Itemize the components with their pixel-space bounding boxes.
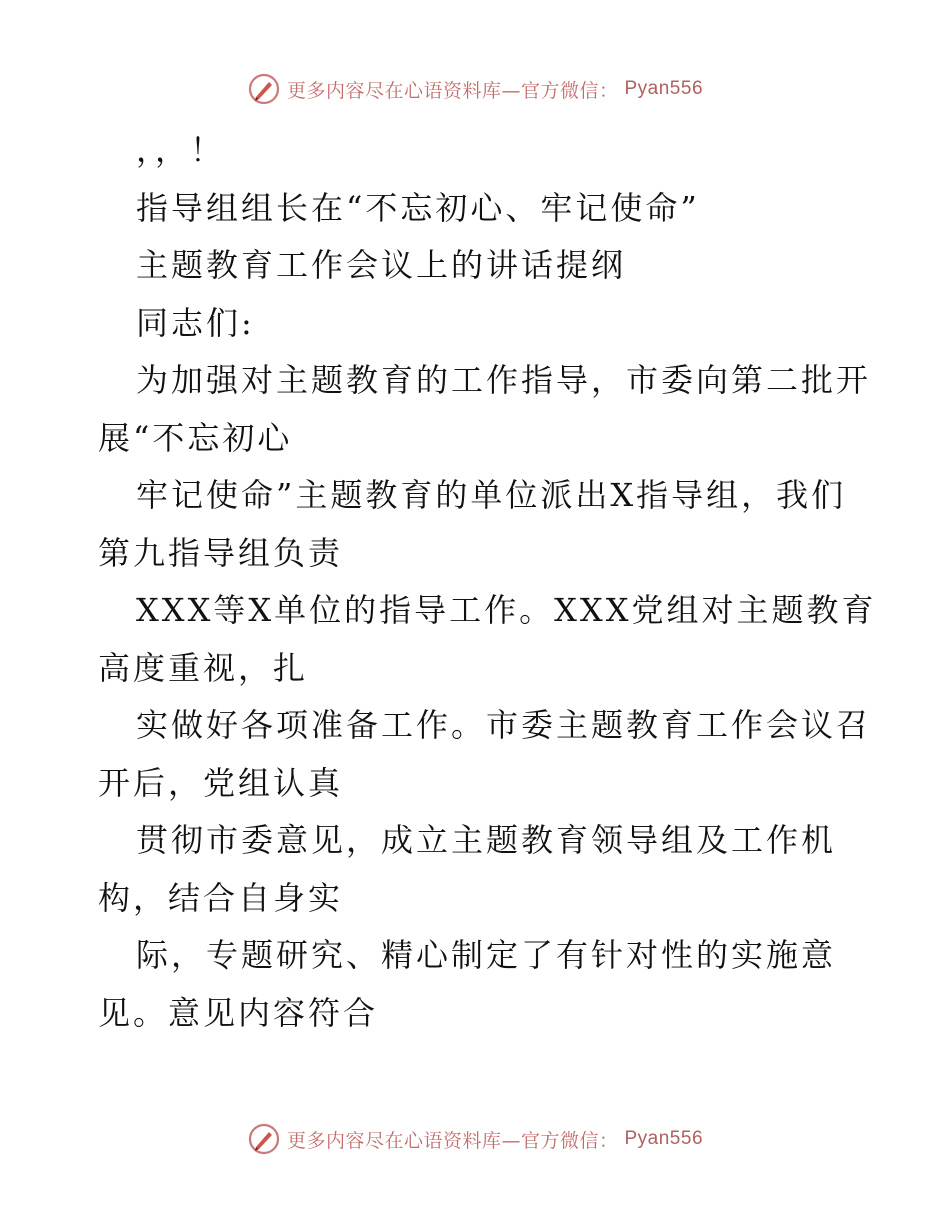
text-line: ，，！ xyxy=(136,131,226,169)
document-body xyxy=(98,122,877,1042)
text-line: 高度重视，扎 xyxy=(98,648,309,687)
header-watermark xyxy=(0,72,950,106)
text-line: 开后，党组认真 xyxy=(98,763,344,802)
watermark-wechat-id: Pyan556 xyxy=(624,78,704,99)
pen-logo-icon xyxy=(247,72,281,106)
text-line: 牢记使命”主题教育的单位派出X指导组，我们 xyxy=(136,476,847,514)
pen-logo-icon xyxy=(247,1122,281,1156)
text-line: 第九指导组负责 xyxy=(98,533,344,572)
salutation: 同志们: xyxy=(136,303,255,342)
text-line: 展“不忘初心 xyxy=(98,418,293,457)
document-title-line-1: 指导组组长在“不忘初心、牢记使命” xyxy=(136,188,700,227)
text-line: XXX等X单位的指导工作。XXX党组对主题教育 xyxy=(136,591,877,629)
text-line: 际，专题研究、精心制定了有针对性的实施意 xyxy=(136,936,837,974)
document-title-line-2: 主题教育工作会议上的讲话提纲 xyxy=(136,246,627,284)
watermark-wechat-id: Pyan556 xyxy=(624,1128,704,1149)
text-line: 见。意见内容符合 xyxy=(98,993,379,1032)
text-line: 为加强对主题教育的工作指导，市委向第二批开 xyxy=(136,361,872,399)
watermark-text: 更多内容尽在心语资料库—官方微信： xyxy=(286,79,619,102)
text-line: 实做好各项准备工作。市委主题教育工作会议召 xyxy=(136,706,872,744)
footer-watermark xyxy=(0,1122,950,1156)
text-line: 构，结合自身实 xyxy=(98,878,344,917)
watermark-text: 更多内容尽在心语资料库—官方微信： xyxy=(286,1129,619,1152)
text-line: 贯彻市委意见，成立主题教育领导组及工作机 xyxy=(136,821,837,859)
